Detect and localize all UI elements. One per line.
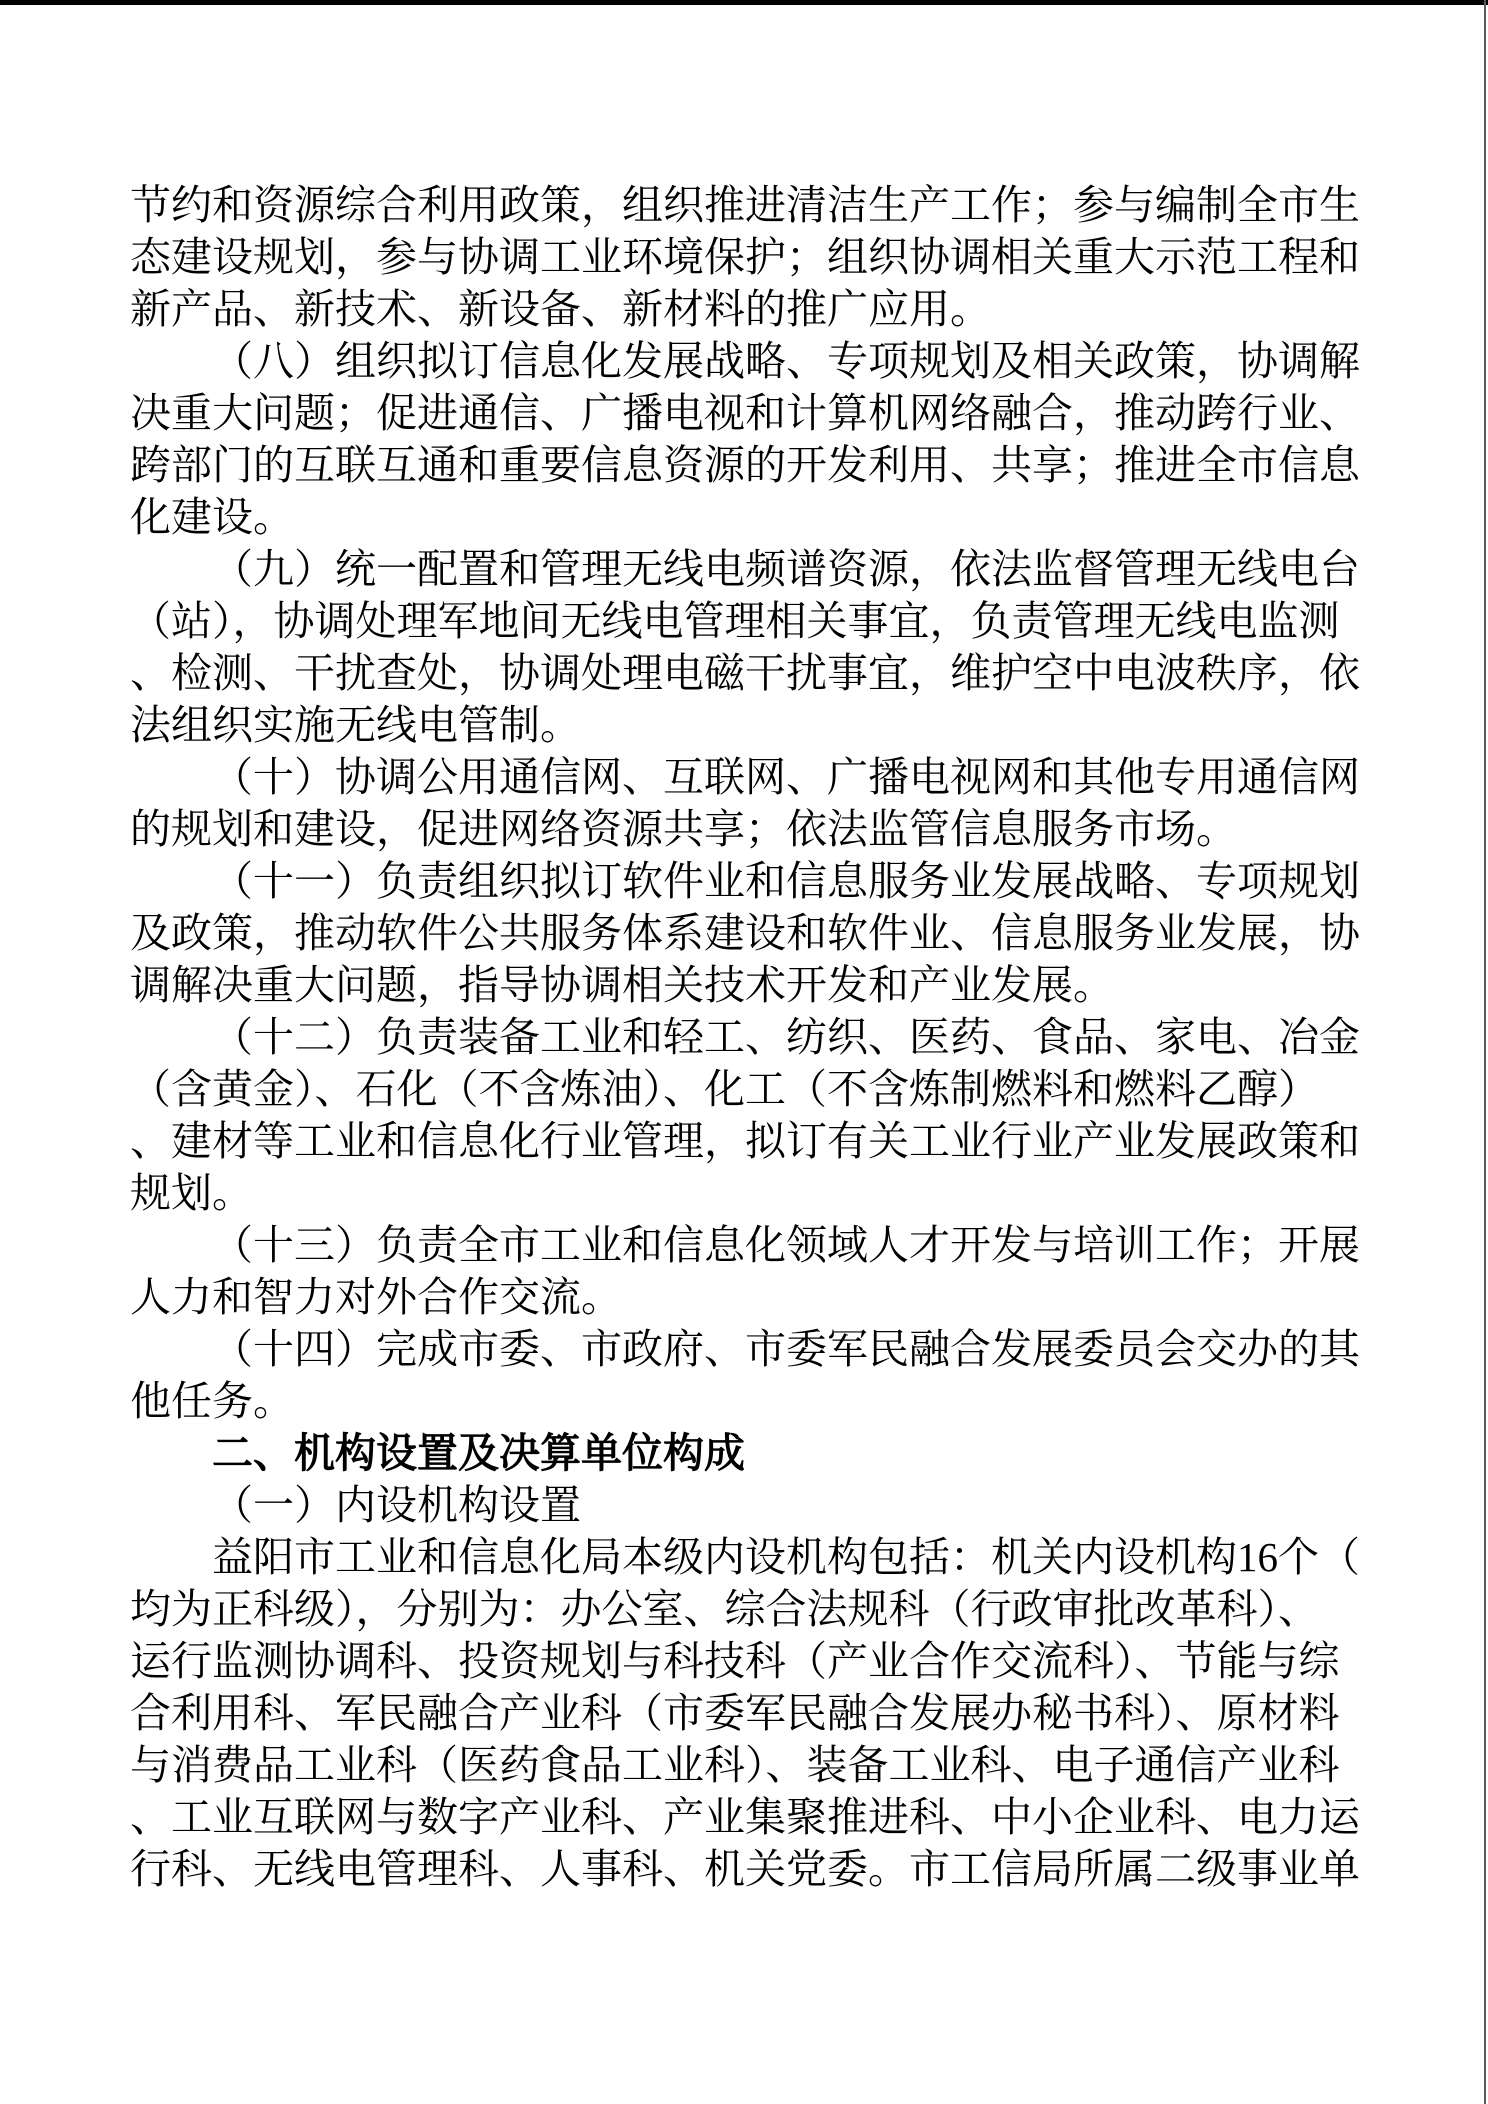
top-border: [0, 0, 1488, 5]
text-line: （八）组织拟订信息化发展战略、专项规划及相关政策，协调解: [212, 338, 1360, 384]
text-line: 规划。: [130, 1170, 253, 1216]
text-line: （一）内设机构设置: [212, 1482, 581, 1528]
text-line: 、建材等工业和信息化行业管理，拟订有关工业行业产业发展政策和: [130, 1118, 1360, 1164]
text-line: （十二）负责装备工业和轻工、纺织、医药、食品、家电、冶金: [212, 1014, 1360, 1060]
text-line: 他任务。: [130, 1378, 294, 1424]
text-line: 合利用科、军民融合产业科（市委军民融合发展办秘书科）、原材料: [130, 1690, 1340, 1736]
text-line: （十）协调公用通信网、互联网、广播电视网和其他专用通信网: [212, 754, 1360, 800]
text-line: 人力和智力对外合作交流。: [130, 1274, 622, 1320]
text-line: （站），协调处理军地间无线电管理相关事宜，负责管理无线电监测: [130, 598, 1340, 644]
text-line: 、工业互联网与数字产业科、产业集聚推进科、中小企业科、电力运: [130, 1794, 1360, 1840]
text-line: 益阳市工业和信息化局本级内设机构包括：机关内设机构16个（: [212, 1534, 1360, 1580]
text-line: 态建设规划，参与协调工业环境保护；组织协调相关重大示范工程和: [130, 234, 1360, 280]
document-text: [130, 179, 1370, 1895]
text-line: （十一）负责组织拟订软件业和信息服务业发展战略、专项规划: [212, 858, 1360, 904]
text-line: 节约和资源综合利用政策，组织推进清洁生产工作；参与编制全市生: [130, 182, 1360, 228]
text-line: 运行监测协调科、投资规划与科技科（产业合作交流科）、节能与综: [130, 1638, 1340, 1684]
text-line: 跨部门的互联互通和重要信息资源的开发利用、共享；推进全市信息: [130, 442, 1360, 488]
text-line: 化建设。: [130, 494, 294, 540]
right-border: [1484, 0, 1486, 2104]
text-line: 均为正科级），分别为：办公室、综合法规科（行政审批改革科）、: [130, 1586, 1319, 1632]
text-line: （含黄金）、石化（不含炼油）、化工（不含炼制燃料和燃料乙醇）: [130, 1066, 1319, 1112]
text-line: 调解决重大问题，指导协调相关技术开发和产业发展。: [130, 962, 1114, 1008]
section-heading: 二、机构设置及决算单位构成: [212, 1430, 745, 1476]
text-line: 决重大问题；促进通信、广播电视和计算机网络融合，推动跨行业、: [130, 390, 1360, 436]
text-line: 、检测、干扰查处，协调处理电磁干扰事宜，维护空中电波秩序，依: [130, 650, 1360, 696]
text-line: （十四）完成市委、市政府、市委军民融合发展委员会交办的其: [212, 1326, 1360, 1372]
text-line: 的规划和建设，促进网络资源共享；依法监管信息服务市场。: [130, 806, 1237, 852]
text-line: 法组织实施无线电管制。: [130, 702, 581, 748]
text-line: 与消费品工业科（医药食品工业科）、装备工业科、电子通信产业科: [130, 1742, 1340, 1788]
text-line: 新产品、新技术、新设备、新材料的推广应用。: [130, 286, 991, 332]
text-line: 行科、无线电管理科、人事科、机关党委。市工信局所属二级事业单: [130, 1846, 1360, 1892]
text-line: （十三）负责全市工业和信息化领域人才开发与培训工作；开展: [212, 1222, 1360, 1268]
text-line: （九）统一配置和管理无线电频谱资源，依法监督管理无线电台: [212, 546, 1360, 592]
text-line: 及政策，推动软件公共服务体系建设和软件业、信息服务业发展，协: [130, 910, 1360, 956]
